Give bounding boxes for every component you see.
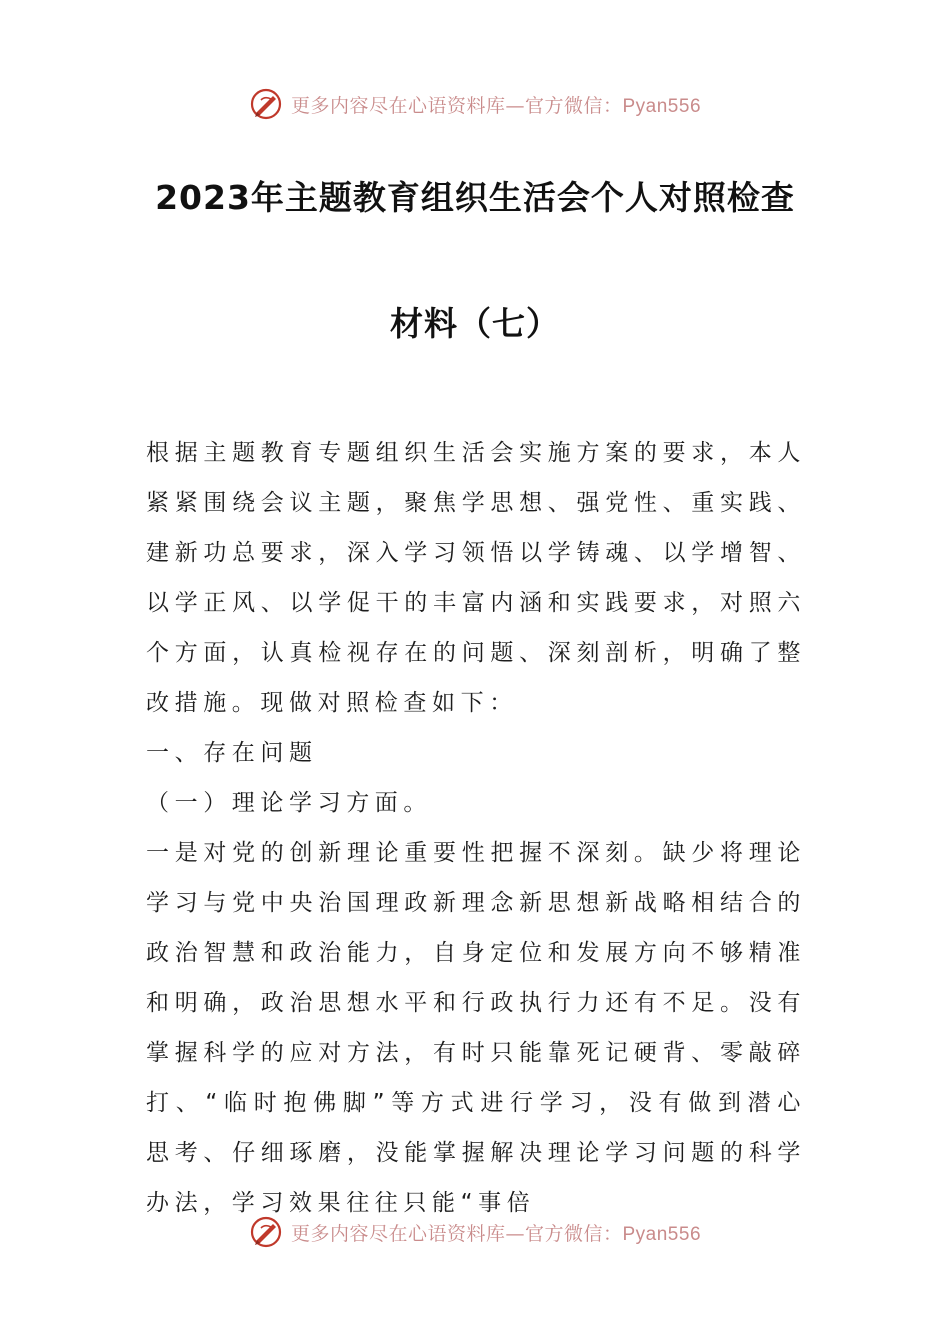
document-body <box>146 428 806 1228</box>
intro-paragraph: 根据主题教育专题组织生活会实施方案的要求，本人紧紧围绕会议主题，聚焦学思想、强党性、重实践、建新功总要求，深入学习领悟以学铸魂、以学增智、以学正风、以学促干的丰富内涵和实践要求，对照六个方面，认真检视存在的问题、深刻剖析，明确了整改措施。现做对照检查如下： <box>146 440 806 716</box>
document-title-line-1: 2023年主题教育组织生活会个人对照检查 <box>155 178 795 217</box>
banner-text: 更多内容尽在心语资料库—官方微信：Pyan556 <box>290 1222 702 1245</box>
wechat-handle: Pyan556 <box>622 1223 702 1245</box>
document-title-line-2: 材料（七） <box>390 304 560 343</box>
body-paragraph: 一是对党的创新理论重要性把握不深刻。缺少将理论学习与党中央治国理政新理念新思想新战略相结合的政治智慧和政治能力，自身定位和发展方向不够精准和明确，政治思想水平和行政执行力还有不足。没有掌握科学的应对方法，有时只能靠死记硬背、零敲碎打、“临时抱佛脚”等方式进行学习，没有做到潜心思考、仔细琢磨，没能掌握解决理论学习问题的科学办法，学习效果往往只能“事倍 <box>146 840 806 1216</box>
footer-banner <box>0 1212 950 1252</box>
pen-logo-icon <box>249 1215 283 1249</box>
subsection-heading: （一）理论学习方面。 <box>146 790 432 816</box>
wechat-handle: Pyan556 <box>622 95 702 117</box>
banner-text: 更多内容尽在心语资料库—官方微信：Pyan556 <box>290 94 702 117</box>
pen-logo-icon <box>249 87 283 121</box>
section-heading: 一、存在问题 <box>146 740 318 766</box>
header-banner <box>0 84 950 124</box>
